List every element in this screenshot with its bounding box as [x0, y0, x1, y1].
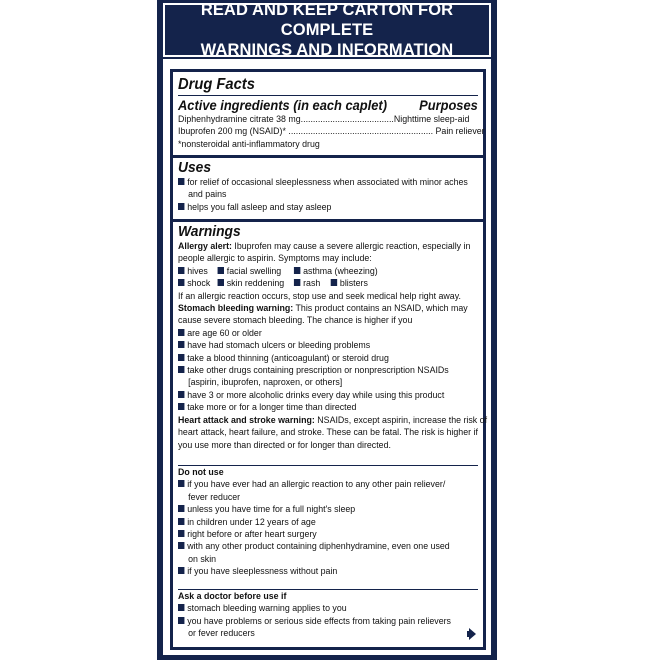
symptom: asthma (wheezing)	[303, 265, 378, 277]
purposes-heading: Purposes	[419, 97, 478, 113]
section-divider	[173, 219, 483, 222]
active-ingredients-heading: Active ingredients (in each caplet)	[178, 97, 387, 113]
stomach-item: take more or for a longer time than directed	[178, 402, 454, 414]
square-bullet-icon	[178, 604, 184, 611]
allergy-alert: Allergy alert: Ibuprofen may cause a severe allergic reaction, especially in	[178, 241, 471, 252]
warnings-section	[178, 223, 488, 452]
square-bullet-icon	[178, 505, 184, 512]
drug-facts-header-section	[178, 75, 478, 94]
square-bullet-icon	[178, 518, 184, 525]
square-bullet-icon	[178, 542, 184, 549]
stomach-bleeding-warning: Stomach bleeding warning: This product contains an NSAID, which may	[178, 303, 468, 315]
symptom: blisters	[339, 278, 368, 290]
warnings-title: Warnings	[178, 223, 241, 240]
ask-doctor-title: Ask a doctor before use if	[178, 591, 287, 602]
square-bullet-icon	[178, 617, 184, 624]
section-divider	[173, 155, 483, 158]
square-bullet-icon	[178, 341, 184, 348]
square-bullet-icon	[218, 267, 224, 274]
uses-title: Uses	[178, 159, 211, 176]
symptom: skin reddening	[226, 278, 285, 290]
subsection-divider	[178, 465, 478, 466]
do-not-use-item: right before or after heart surgery	[178, 529, 454, 541]
subsection-divider	[178, 589, 478, 590]
ask-doctor-item: stomach bleeding warning applies to you	[178, 603, 454, 615]
stomach-item: are age 60 or older	[178, 328, 454, 340]
stomach-item: have had stomach ulcers or bleeding problems	[178, 340, 454, 352]
uses-section	[178, 159, 478, 214]
square-bullet-icon	[178, 530, 184, 537]
square-bullet-icon	[178, 403, 184, 410]
heart-attack-continued: you use more than directed or for longer than directed.	[178, 439, 391, 451]
leader-dots: ...........................................................	[288, 126, 434, 138]
stomach-item: have 3 or more alcoholic drinks every day while using this product	[178, 390, 454, 402]
square-bullet-icon	[294, 279, 300, 286]
ingredient-purpose: Pain reliever	[435, 126, 485, 138]
do-not-use-item: if you have sleeplessness without pain	[178, 566, 454, 578]
symptom: hives	[187, 265, 208, 277]
ingredient-purpose: Nighttime sleep-aid	[393, 114, 470, 125]
symptom: rash	[303, 278, 321, 290]
do-not-use-item-continued: on skin	[188, 553, 217, 565]
square-bullet-icon	[178, 203, 184, 210]
heart-attack-warning: Heart attack and stroke warning: NSAIDs, except aspirin, increase the risk of	[178, 414, 488, 426]
footnote: *nonsteroidal anti-inflammatory drug	[178, 138, 320, 150]
ingredient-name: Ibuprofen 200 mg (NSAID)*	[178, 126, 286, 138]
do-not-use-item-continued: fever reducer	[188, 491, 241, 503]
drug-facts-box	[170, 69, 486, 650]
active-ingredients-section	[178, 97, 485, 151]
ask-doctor-section	[178, 591, 478, 641]
leader-dots: ......................................	[300, 114, 394, 125]
stomach-item-continued: [aspirin, ibuprofen, naproxen, or others]	[188, 377, 343, 389]
header-line-1: READ AND KEEP CARTON FOR COMPLETE	[200, 1, 454, 39]
square-bullet-icon	[178, 267, 184, 274]
ask-doctor-item: you have problems or serious side effects from taking pain relievers	[178, 616, 454, 628]
stomach-item: take a blood thinning (anticoagulant) or steroid drug	[178, 353, 454, 365]
square-bullet-icon	[178, 178, 184, 185]
uses-item: helps you fall asleep and stay asleep	[178, 202, 454, 214]
square-bullet-icon	[178, 567, 184, 574]
stomach-item: take other drugs containing prescription or nonprescription NSAIDs	[178, 365, 454, 377]
square-bullet-icon	[178, 354, 184, 361]
square-bullet-icon	[178, 279, 184, 286]
square-bullet-icon	[331, 279, 337, 286]
do-not-use-item: in children under 12 years of age	[178, 517, 454, 529]
title-divider	[178, 95, 478, 96]
drug-facts-title: Drug Facts	[178, 76, 255, 93]
carton-header-banner	[163, 3, 491, 57]
ingredient-row	[178, 114, 477, 126]
do-not-use-item: if you have ever had an allergic reaction to any other pain reliever/	[178, 479, 454, 491]
do-not-use-title: Do not use	[178, 467, 224, 478]
ingredient-name: Diphenhydramine citrate 38 mg	[178, 114, 301, 125]
heart-attack-continued: heart attack, heart failure, and stroke. These can be fatal. The risk is higher if	[178, 427, 478, 439]
symptoms-row	[178, 266, 454, 278]
symptoms-row	[178, 278, 454, 290]
uses-item-continued: and pains	[188, 189, 227, 201]
square-bullet-icon	[178, 391, 184, 398]
allergy-instruction: If an allergic reaction occurs, stop use and seek medical help right away.	[178, 290, 461, 302]
ask-doctor-item-continued: or fever reducers	[188, 628, 255, 640]
do-not-use-section	[178, 467, 478, 579]
do-not-use-item: unless you have time for a full night's sleep	[178, 504, 454, 516]
ingredient-row	[178, 126, 485, 138]
square-bullet-icon	[218, 279, 224, 286]
square-bullet-icon	[178, 480, 184, 487]
stomach-bleeding-continued: cause severe stomach bleeding. The chance is higher if you	[178, 315, 413, 327]
square-bullet-icon	[294, 267, 300, 274]
arrow-right-icon	[469, 628, 476, 640]
symptom: facial swelling	[226, 265, 282, 277]
allergy-alert-continued: people allergic to aspirin. Symptoms may include:	[178, 253, 372, 265]
symptom: shock	[187, 278, 211, 290]
header-line-2: WARNINGS AND INFORMATION	[200, 41, 454, 59]
uses-item: for relief of occasional sleeplessness when associated with minor aches	[178, 177, 454, 189]
square-bullet-icon	[178, 366, 184, 373]
square-bullet-icon	[178, 329, 184, 336]
do-not-use-item: with any other product containing diphenhydramine, even one used	[178, 541, 454, 553]
